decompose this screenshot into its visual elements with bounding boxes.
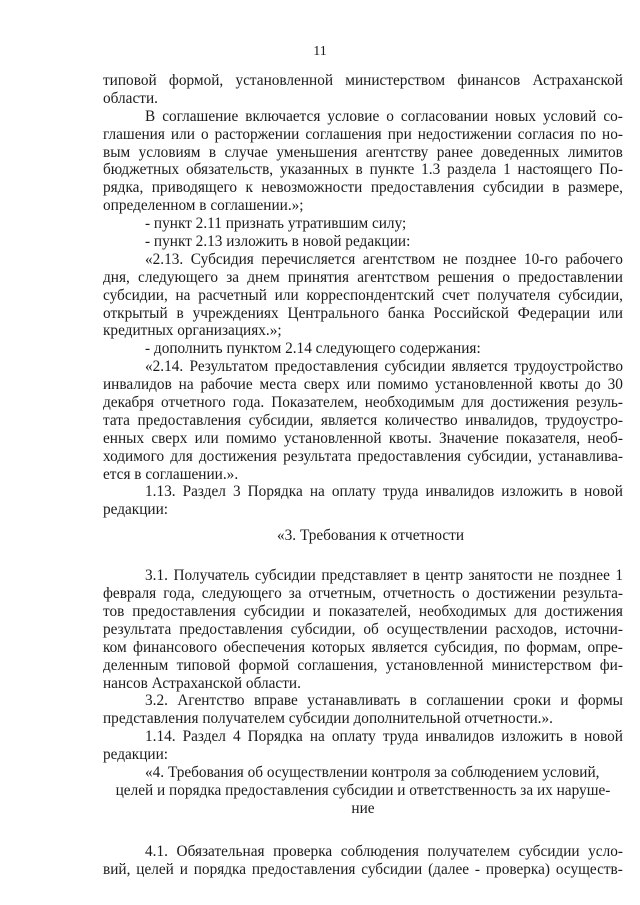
text-line: - пункт 2.13 изложить в новой редакции:: [145, 233, 411, 251]
text-line: «4. Требования об осуществлении контроля за соблюдением условий,: [145, 763, 600, 781]
text-line: - пункт 2.11 признать утратившим силу;: [145, 215, 407, 233]
text-line: редакции:: [103, 501, 169, 519]
text-line: целей и порядка предоставления субсидии и ответственность за их наруше-: [115, 781, 611, 799]
text-line: результата предоставления субсидии, об осуществлении расходов, источни-: [103, 620, 623, 638]
text-line: «3. Требования к отчетности: [277, 527, 465, 545]
text-line: тов предоставления субсидии и показателей, необходимых для достижения: [103, 602, 623, 620]
text-line: дня, следующего за днем принятия агентством решения о предоставлении: [103, 268, 623, 286]
text-line: вым условиям в случае уменьшения агентству ранее доведенных лимитов: [103, 143, 623, 161]
text-line: бюджетных обязательств, указанных в пункте 1.3 раздела 1 настоящего По-: [103, 161, 623, 179]
text-line: кредитных организациях.»;: [103, 322, 282, 340]
text-line: представления получателем субсидии дополнительной отчетности.».: [103, 710, 553, 728]
text-line: ние: [351, 799, 375, 817]
text-line: февраля года, следующего за отчетным, отчетность о достижении результа-: [103, 585, 623, 603]
text-line: - дополнить пунктом 2.14 следующего содержания:: [145, 340, 481, 358]
document-body: [103, 72, 623, 878]
text-line: В соглашение включается условие о согласовании новых условий со-: [145, 107, 623, 125]
page-number: 11: [313, 44, 327, 59]
text-line: глашения или о расторжении соглашения при недостижении согласия по но-: [103, 125, 623, 143]
text-line: редакции:: [103, 746, 169, 764]
text-line: 3.1. Получатель субсидии представляет в центр занятости не позднее 1: [145, 567, 623, 585]
text-line: вий, целей и порядка предоставления субсидии (далее - проверка) осуществ-: [103, 860, 623, 878]
text-line: открытый в учреждениях Центрального банка Российской Федерации или: [103, 304, 623, 322]
text-line: 3.2. Агентство вправе устанавливать в соглашении сроки и формы: [145, 692, 623, 710]
text-line: енных сверх или помимо установленной квоты. Значение показателя, необ-: [103, 429, 623, 447]
text-line: «2.13. Субсидия перечисляется агентством не позднее 10-го рабочего: [145, 250, 623, 268]
text-line: ется в соглашении.».: [103, 465, 239, 483]
text-line: ходимого для достижения результата предоставления субсидии, устанавлива-: [103, 447, 623, 465]
text-line: 4.1. Обязательная проверка соблюдения получателем субсидии усло-: [145, 842, 623, 860]
text-line: нансов Астраханской области.: [103, 674, 301, 692]
text-line: 1.13. Раздел 3 Порядка на оплату труда инвалидов изложить в новой: [145, 483, 623, 501]
text-line: типовой формой, установленной министерством финансов Астраханской: [103, 72, 623, 89]
text-line: декабря отчетного года. Показателем, необходимым для достижения резуль-: [103, 394, 623, 412]
text-line: тата предоставления субсидии, является количество инвалидов, трудоустро-: [103, 411, 623, 429]
text-line: ком финансового обеспечения которых является субсидия, по формам, опре-: [103, 638, 623, 656]
text-line: 1.14. Раздел 4 Порядка на оплату труда инвалидов изложить в новой: [145, 728, 623, 746]
text-line: области.: [103, 89, 158, 107]
text-line: субсидии, на расчетный или корреспондентский счет получателя субсидии,: [103, 286, 623, 304]
text-line: «2.14. Результатом предоставления субсидии является трудоустройство: [145, 358, 623, 376]
text-line: деленным типовой формой соглашения, установленной министерством фи-: [103, 656, 623, 674]
text-line: рядка, приводящего к невозможности предоставления субсидии в размере,: [103, 179, 623, 197]
text-line: определенном в соглашении.»;: [103, 197, 304, 215]
text-line: инвалидов на рабочие места сверх или помимо установленной квоты до 30: [103, 376, 623, 394]
